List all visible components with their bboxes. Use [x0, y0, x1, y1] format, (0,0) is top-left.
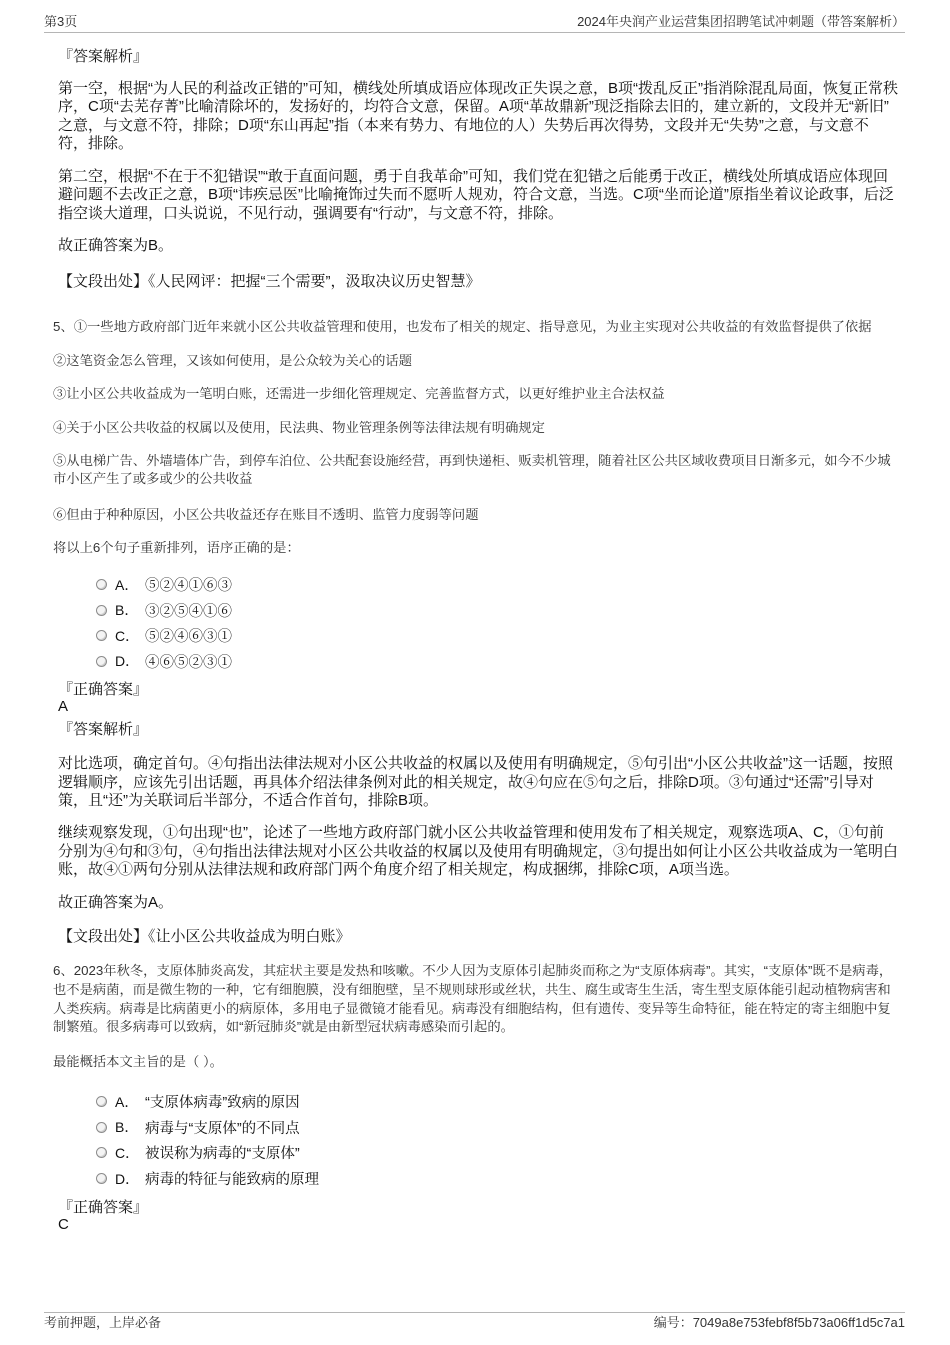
q5-sentence-2: ②这笔资金怎么管理，又该如何使用，是公众较为关心的话题 — [53, 352, 413, 368]
source-title: 《让小区公共收益成为明白账》 — [148, 928, 351, 946]
option-text: ⑤②④⑥③① — [145, 629, 232, 646]
option-text: ⑤②④①⑥③ — [145, 578, 232, 595]
q5-sentence-6: ⑥但由于种种原因，小区公共收益还存在账目不透明、监管力度弱等问题 — [53, 506, 479, 522]
correct-answer: A — [58, 698, 69, 716]
q5-option-a — [0, 572, 950, 598]
q5-prompt: 将以上6个句子重新排列，语序正确的是： — [53, 539, 300, 555]
analysis-conclusion: 故正确答案为B。 — [58, 236, 174, 254]
page-number: 第3页 — [44, 14, 78, 29]
option-letter: B． — [115, 1119, 139, 1136]
q5-option-d — [0, 649, 950, 675]
answer-label: 『正确答案』 — [58, 680, 149, 698]
option-text: ③②⑤④①⑥ — [145, 603, 232, 620]
analysis-paragraph: 对比选项，确定首句。④句指出法律法规对小区公共收益的权属以及使用有明确规定，⑤句引出“小区公共收益”这一话题，按照逻辑顺序，应该先引出话题，再具体介绍法律条例对此的相关规定，故④句应在⑤句之后，排除D项。③句通过“还需”引导对策，且“还”为关联词后半部分，不适合作首句，排除B项。 — [58, 755, 893, 810]
analysis-conclusion: 故正确答案为A。 — [58, 894, 174, 912]
radio-icon — [96, 605, 107, 616]
q6-option-b — [0, 1114, 950, 1140]
option-text: 被误称为病毒的“支原体” — [145, 1146, 300, 1163]
q5-sentence-5: ⑤从电梯广告、外墙墙体广告，到停车泊位、公共配套设施经营，再到快递柜、贩卖机管理，随着社区公共区域收费项目日渐多元，如今不少城市小区产生了或多或少的公共收益 — [53, 452, 891, 487]
page-footer — [44, 1312, 905, 1333]
document-serial: 编号：7049a8e753febf8f5b73a06ff1d5c7a1 — [653, 1315, 905, 1330]
radio-icon — [96, 579, 107, 590]
answer-label: 『正确答案』 — [58, 1198, 149, 1216]
correct-answer: C — [58, 1216, 69, 1234]
radio-icon — [96, 1096, 107, 1107]
option-text: 病毒的特征与能致病的原理 — [145, 1172, 319, 1189]
option-text: ④⑥⑤②③① — [145, 654, 232, 671]
radio-icon — [96, 1173, 107, 1184]
q6-option-c — [0, 1140, 950, 1166]
source-title: 《人民网评：把握“三个需要”，汲取决议历史智慧》 — [148, 272, 481, 290]
q5-sentence-4: ④关于小区公共收益的权属以及使用，民法典、物业管理条例等法律法规有明确规定 — [53, 419, 545, 435]
option-letter: A． — [115, 576, 139, 593]
option-letter: D． — [115, 653, 140, 670]
option-letter: C． — [115, 1144, 140, 1161]
q5-options — [0, 572, 950, 674]
q5-sentence-1: 5、①一些地方政府部门近年来就小区公共收益管理和使用，也发布了相关的规定、指导意见，为业主实现对公共收益的有效监督提供了依据 — [53, 318, 872, 334]
radio-icon — [96, 630, 107, 641]
q6-prompt: 最能概括本文主旨的是（ ）。 — [53, 1054, 223, 1070]
document-title: 2024年央润产业运营集团招聘笔试冲刺题（带答案解析） — [577, 14, 905, 29]
analysis-paragraph: 第二空，根据“不在于不犯错误”“敢于直面问题，勇于自我革命”可知，我们党在犯错之后能勇于改正，横线处所填成语应体现回避问题不去改正之意，B项“讳疾忌医”比喻掩饰过失而不愿听人规劝，符合文意，当选。C项“坐而论道”原指坐着议论政事，后泛指空谈大道理，口头说说，不见行动，强调要有“行动”，与文意不符，排除。 — [58, 167, 894, 222]
source-line — [58, 273, 898, 291]
option-letter: D． — [115, 1170, 140, 1187]
footer-slogan: 考前押题，上岸必备 — [44, 1315, 162, 1330]
q6-option-a — [0, 1089, 950, 1115]
option-text: “支原体病毒”致病的原因 — [145, 1095, 300, 1112]
analysis-paragraph: 继续观察发现，①句出现“也”，论述了一些地方政府部门就小区公共收益管理和使用发布了相关规定，观察选项A、C，①句前分别为④句和③句，④句指出法律法规对小区公共收益的权属以及使用有明确规定，③句提出如何让小区公共收益成为一笔明白账，故④①两句分别从法律法规和政府部门两个角度介绍了相关规定，构成捆绑，排除C项，A项当选。 — [58, 824, 899, 879]
source-line — [58, 928, 898, 946]
radio-icon — [96, 1147, 107, 1158]
option-letter: A． — [115, 1093, 139, 1110]
analysis-label: 『答案解析』 — [58, 48, 149, 65]
option-letter: B． — [115, 602, 139, 619]
option-letter: C． — [115, 627, 140, 644]
source-label: 【文段出处】 — [58, 272, 149, 290]
source-label: 【文段出处】 — [58, 928, 149, 946]
analysis-paragraph: 第一空，根据“为人民的利益改正错的”可知，横线处所填成语应体现改正失误之意，B项“拨乱反正”指消除混乱局面，恢复正常秩序，C项“去芜存菁”比喻清除坏的，发扬好的，均符合文意，保留。A项“革故鼎新”现泛指除去旧的，建立新的，文段并无“新旧”之意，与文意不符，排除；D项“东山再起”指（本来有势力、有地位的人）失势后再次得势，文段并无“失势”之意，与文意不符，排除。 — [58, 79, 898, 153]
q6-option-d — [0, 1166, 950, 1192]
q5-sentence-3: ③让小区公共收益成为一笔明白账，还需进一步细化管理规定、完善监督方式，以更好维护业主合法权益 — [53, 385, 665, 401]
q6-options — [0, 1089, 950, 1192]
option-text: 病毒与“支原体”的不同点 — [145, 1120, 300, 1137]
analysis-label: 『答案解析』 — [58, 721, 149, 739]
q5-option-b — [0, 598, 950, 624]
radio-icon — [96, 1122, 107, 1133]
radio-icon — [96, 656, 107, 667]
q5-option-c — [0, 623, 950, 649]
q6-stem: 6、2023年秋冬，支原体肺炎高发，其症状主要是发热和咳嗽。不少人因为支原体引起肺炎而称之为“支原体病毒”。其实，“支原体”既不是病毒，也不是病菌，而是微生物的一种，它有细胞膜，没有细胞壁，呈不规则球形或丝状，共生、腐生或寄生生活，寄生型支原体能引起动植物病害和人类疾病。病毒是比病菌更小的病原体，多用电子显微镜才能看见。病毒没有细胞结构，但有遗传、变异等生命特征，能在特定的寄主细胞中复制繁殖。很多病毒可以致病，如“新冠肺炎”就是由新型冠状病毒感染而引起的。 — [53, 963, 893, 1035]
